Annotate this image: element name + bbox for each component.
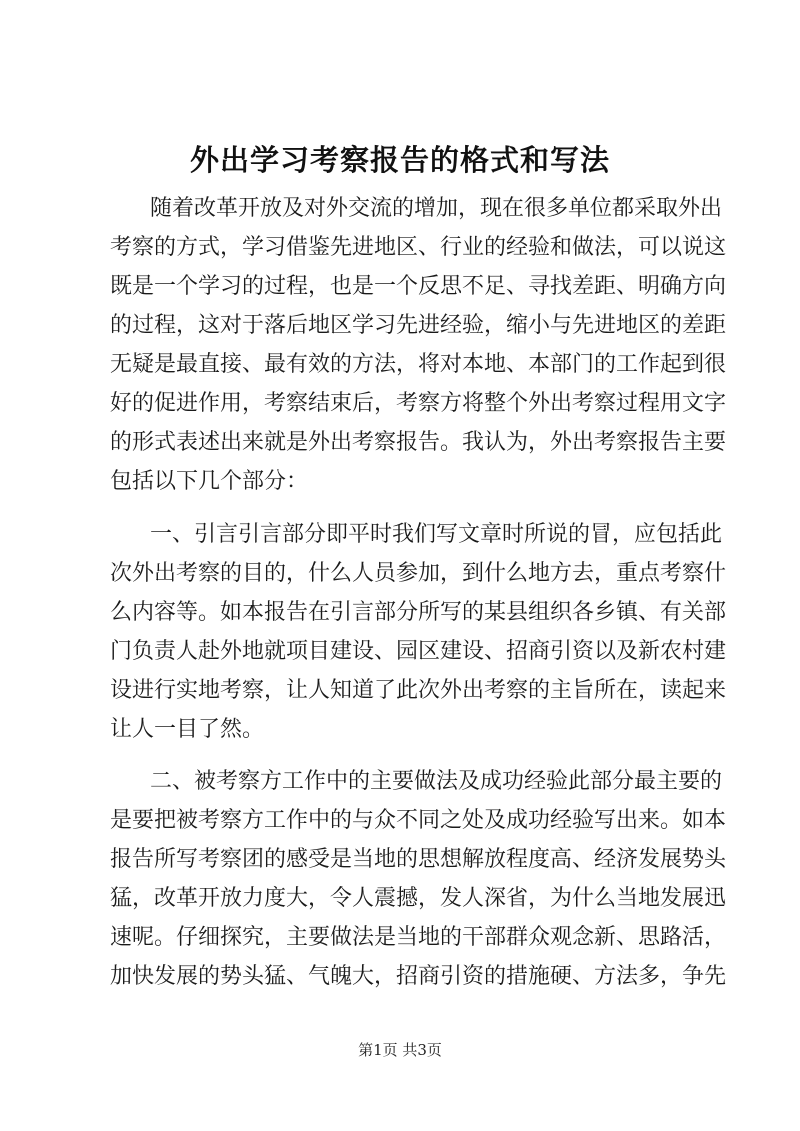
page-indicator: 第1页 共3页 bbox=[358, 1041, 442, 1059]
paragraph-2-line-6: 让人一目了然。 bbox=[110, 717, 265, 742]
paragraph-2-line-2: 次外出考察的目的，什么人员参加，到什么地方去，重点考察什 bbox=[110, 561, 727, 586]
paragraph-2-line-4: 门负责人赴外地就项目建设、园区建设、招商引资以及新农村建 bbox=[110, 639, 727, 664]
paragraph-2-line-5: 设进行实地考察，让人知道了此次外出考察的主旨所在，读起来 bbox=[110, 678, 727, 703]
paragraph-3-line-4: 猛，改革开放力度大，令人震撼，发人深省，为什么当地发展迅 bbox=[110, 886, 727, 911]
paragraph-1-line-4: 的过程，这对于落后地区学习先进经验，缩小与先进地区的差距 bbox=[110, 313, 727, 338]
paragraph-1-line-3: 既是一个学习的过程，也是一个反思不足、寻找差距、明确方向 bbox=[110, 274, 727, 299]
paragraph-1-line-2: 考察的方式，学习借鉴先进地区、行业的经验和做法，可以说这 bbox=[110, 235, 727, 260]
paragraph-3-line-6: 加快发展的势头猛、气魄大，招商引资的措施硬、方法多，争先 bbox=[110, 964, 727, 989]
paragraph-2-line-1: 一、引言引言部分即平时我们写文章时所说的冒，应包括此 bbox=[150, 522, 723, 547]
paragraph-2-line-3: 么内容等。如本报告在引言部分所写的某县组织各乡镇、有关部 bbox=[110, 600, 727, 625]
paragraph-1-line-6: 好的促进作用，考察结束后，考察方将整个外出考察过程用文字 bbox=[110, 391, 727, 416]
paragraph-1-line-7: 的形式表述出来就是外出考察报告。我认为，外出考察报告主要 bbox=[110, 430, 727, 455]
paragraph-3-line-5: 速呢。仔细探究，主要做法是当地的干部群众观念新、思路活， bbox=[110, 925, 727, 950]
document-title: 外出学习考察报告的格式和写法 bbox=[189, 143, 610, 177]
paragraph-3-line-1: 二、被考察方工作中的主要做法及成功经验此部分最主要的 bbox=[150, 769, 723, 794]
paragraph-1-line-5: 无疑是最直接、最有效的方法，将对本地、本部门的工作起到很 bbox=[110, 352, 727, 377]
paragraph-3-line-3: 报告所写考察团的感受是当地的思想解放程度高、经济发展势头 bbox=[110, 847, 727, 872]
paragraph-3-line-2: 是要把被考察方工作中的与众不同之处及成功经验写出来。如本 bbox=[110, 808, 727, 833]
paragraph-1-line-1: 随着改革开放及对外交流的增加，现在很多单位都采取外出 bbox=[150, 196, 723, 221]
paragraph-1-line-8: 包括以下几个部分： bbox=[110, 469, 309, 494]
